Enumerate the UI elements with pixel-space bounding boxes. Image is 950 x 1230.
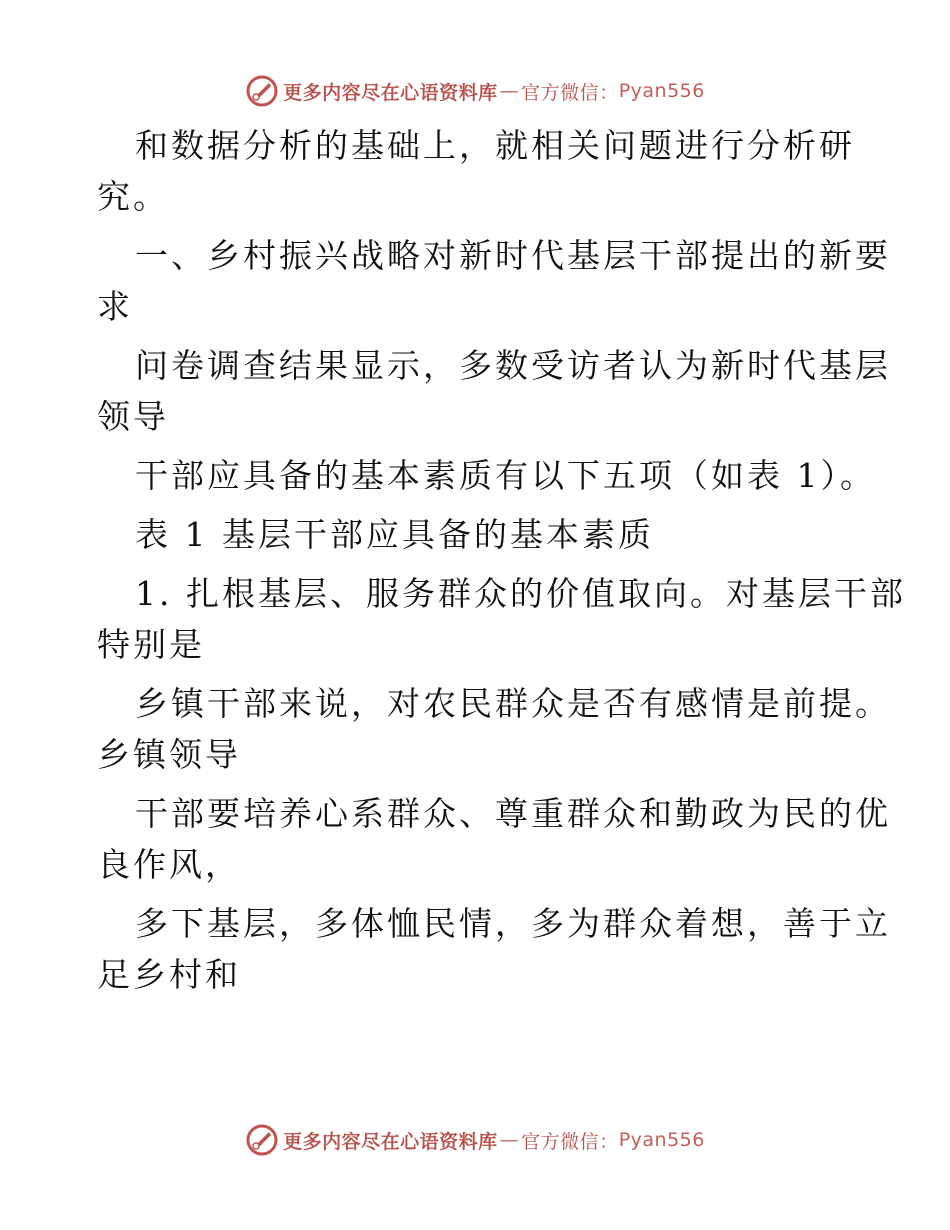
paragraph-line: 问卷调查结果显示，多数受访者认为新时代基层 <box>135 346 891 385</box>
paragraph-line: 领导 <box>97 397 169 436</box>
watermark-wechat-id: Pyan556 <box>618 80 705 102</box>
watermark-official-label: 官方微信： <box>521 81 619 104</box>
paragraph-line: 良作风， <box>97 845 241 884</box>
paragraph-line: 干部应具备的基本素质有以下五项（如表 1）。 <box>135 456 876 495</box>
table-caption: 表 1 基层干部应具备的基本素质 <box>135 515 654 554</box>
document-body <box>97 122 906 998</box>
quill-logo-icon <box>245 74 279 108</box>
paragraph-line: 乡镇干部来说，对农民群众是否有感情是前提。 <box>135 684 891 723</box>
paragraph-line: 足乡村和 <box>97 955 241 994</box>
watermark-wechat-id: Pyan556 <box>618 1129 705 1151</box>
watermark-title: 更多内容尽在心语资料库 <box>283 1130 498 1153</box>
list-item-cont: 特别是 <box>97 625 205 664</box>
paragraph-line: 多下基层，多体恤民情，多为群众着想，善于立 <box>135 904 891 943</box>
paragraph-line: 和数据分析的基础上，就相关问题进行分析研 <box>135 126 855 165</box>
watermark-dash: — <box>499 80 520 102</box>
watermark-header <box>0 71 950 111</box>
paragraph-line: 干部要培养心系群众、尊重群众和勤政为民的优 <box>135 794 891 833</box>
paragraph-line: 乡镇领导 <box>97 735 241 774</box>
list-item: 1. 扎根基层、服务群众的价值取向。对基层干部 <box>135 574 906 613</box>
paragraph-line: 究。 <box>97 177 169 216</box>
section-heading-cont: 求 <box>97 287 133 326</box>
section-heading: 一、乡村振兴战略对新时代基层干部提出的新要 <box>135 236 891 275</box>
watermark-dash: — <box>499 1129 520 1151</box>
quill-logo-icon <box>245 1123 279 1157</box>
watermark-official-label: 官方微信： <box>521 1130 619 1153</box>
watermark-title: 更多内容尽在心语资料库 <box>283 81 498 104</box>
watermark-footer <box>0 1120 950 1160</box>
